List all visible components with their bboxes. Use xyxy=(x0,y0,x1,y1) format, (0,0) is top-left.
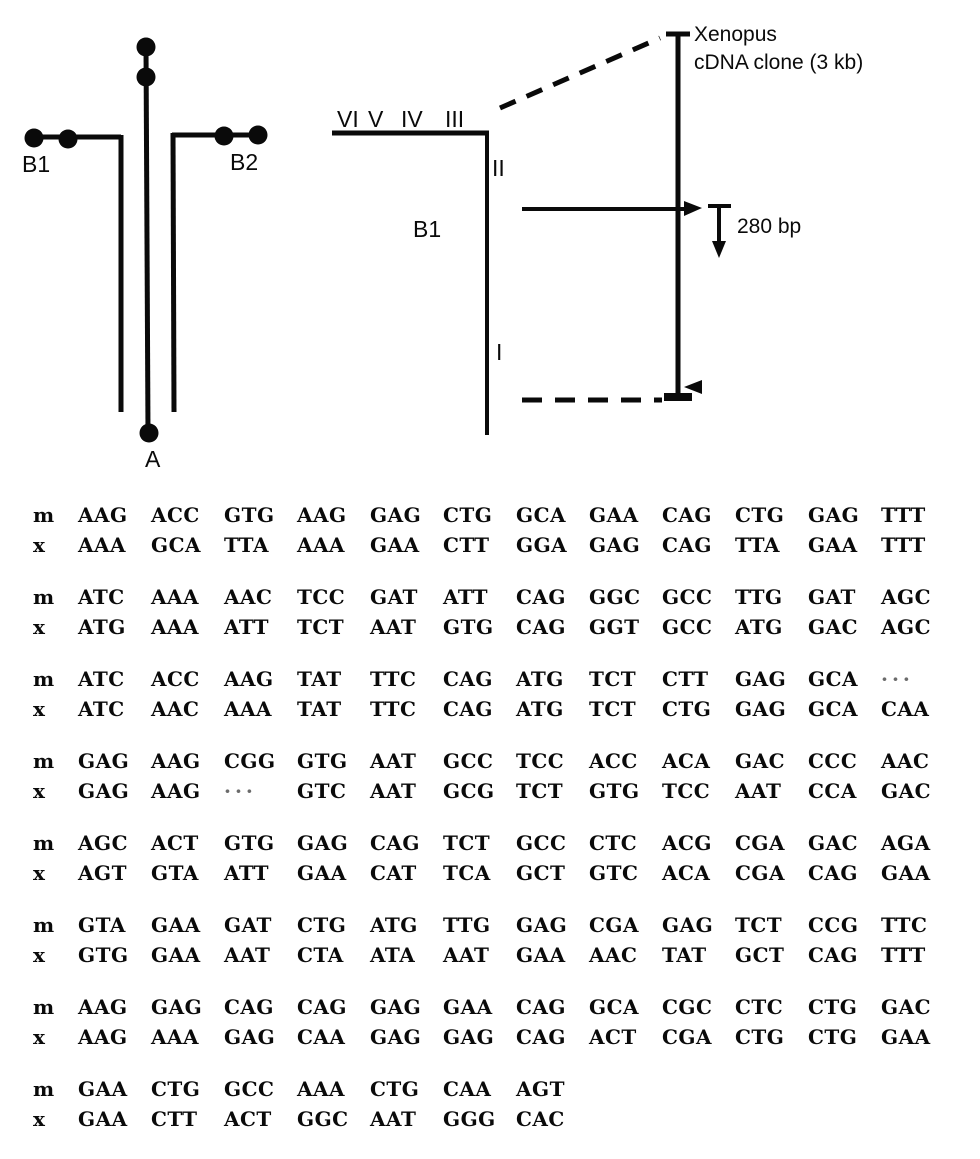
codon: CCG xyxy=(808,913,859,937)
codon: AAT xyxy=(370,615,417,639)
dashed-projection-line xyxy=(500,38,660,108)
sequence-row-m xyxy=(0,1077,980,1107)
clone-title-line1: Xenopus xyxy=(694,23,777,46)
codon: TCT xyxy=(516,779,564,803)
codon: ACC xyxy=(151,667,200,691)
codon: CAA xyxy=(297,1025,346,1049)
codon: GTA xyxy=(151,861,199,885)
sequence-row-m xyxy=(0,995,980,1025)
codon: AAC xyxy=(151,697,200,721)
region-label-ii: II xyxy=(492,155,505,181)
row-label: x xyxy=(33,779,45,803)
figure-diagrams xyxy=(0,0,980,495)
codon: CAG xyxy=(516,615,567,639)
codon: CAT xyxy=(370,861,417,885)
codon: ATA xyxy=(370,943,416,967)
codon: AAA xyxy=(297,533,346,557)
codon: TCA xyxy=(443,861,491,885)
sequence-row-x xyxy=(0,697,980,727)
codon: CCC xyxy=(808,749,858,773)
codon: GAG xyxy=(370,1025,422,1049)
codon: GAT xyxy=(224,913,272,937)
codon-block xyxy=(0,749,980,809)
codon: AAG xyxy=(78,503,128,527)
codon: GAA xyxy=(443,995,493,1019)
codon: GCC xyxy=(224,1077,275,1101)
codon: GCT xyxy=(735,943,785,967)
codon: CAG xyxy=(224,995,275,1019)
sequence-row-x xyxy=(0,1025,980,1055)
codon: ACC xyxy=(589,749,638,773)
codon: GAC xyxy=(881,995,932,1019)
codon: AAG xyxy=(224,667,274,691)
fragment-size-label: 280 bp xyxy=(737,215,802,238)
row-label: x xyxy=(33,943,45,967)
codon: GTG xyxy=(443,615,494,639)
codon: CTG xyxy=(662,697,712,721)
codon: TAT xyxy=(297,667,342,691)
codon: CAG xyxy=(297,995,348,1019)
codon: AAG xyxy=(151,779,201,803)
codon: TCT xyxy=(589,697,637,721)
codon: TTG xyxy=(443,913,491,937)
left-structure-diagram xyxy=(22,38,268,473)
codon: CAG xyxy=(516,1025,567,1049)
codon: CGG xyxy=(224,749,276,773)
codon: GAG xyxy=(297,831,349,855)
codon: GAA xyxy=(516,943,566,967)
codon: AAT xyxy=(370,749,417,773)
codon: ACT xyxy=(224,1107,272,1131)
arrowhead-down-icon xyxy=(712,241,726,258)
row-label: m xyxy=(33,831,55,855)
codon: AGT xyxy=(78,861,127,885)
codon: ACC xyxy=(151,503,200,527)
codon: AAA xyxy=(151,615,200,639)
codon: GAG xyxy=(370,995,422,1019)
node-dot xyxy=(59,130,78,149)
codon: TTT xyxy=(881,943,926,967)
codon: CAC xyxy=(516,1107,565,1131)
codon: AAT xyxy=(224,943,271,967)
sequence-row-x xyxy=(0,1107,980,1137)
codon: CAG xyxy=(443,697,494,721)
codon: AAA xyxy=(297,1077,346,1101)
row-label: x xyxy=(33,1107,45,1131)
codon: GTG xyxy=(78,943,129,967)
codon: CGA xyxy=(735,861,786,885)
codon: ATC xyxy=(78,585,125,609)
codon: GCC xyxy=(443,749,494,773)
codon: CAG xyxy=(808,861,859,885)
codon: AAT xyxy=(735,779,782,803)
codon: GTC xyxy=(589,861,639,885)
codon-block xyxy=(0,585,980,645)
codon: GAA xyxy=(881,861,931,885)
node-dot xyxy=(140,424,159,443)
codon: TAT xyxy=(297,697,342,721)
codon-block xyxy=(0,913,980,973)
region-label-vi: VI xyxy=(337,106,359,132)
codon: TCT xyxy=(297,615,345,639)
codon: GGG xyxy=(443,1107,496,1131)
row-label: m xyxy=(33,503,55,527)
codon: CAG xyxy=(516,585,567,609)
codon: GAA xyxy=(808,533,858,557)
sequence-row-m xyxy=(0,585,980,615)
sequence-row-m xyxy=(0,667,980,697)
codon: AGT xyxy=(516,1077,565,1101)
codon: AGC xyxy=(881,585,932,609)
gap-marker: ··· xyxy=(224,779,257,803)
codon: ACA xyxy=(662,749,711,773)
codon: CAG xyxy=(443,667,494,691)
clone-title-line2: cDNA clone (3 kb) xyxy=(694,51,864,74)
codon: AAC xyxy=(589,943,638,967)
codon: GAA xyxy=(589,503,639,527)
row-label: m xyxy=(33,995,55,1019)
a-label: A xyxy=(145,446,161,472)
codon: CCA xyxy=(808,779,857,803)
codon: CGC xyxy=(662,995,713,1019)
row-label: x xyxy=(33,1025,45,1049)
codon: GAG xyxy=(735,697,787,721)
codon: CAG xyxy=(808,943,859,967)
codon: CGA xyxy=(735,831,786,855)
codon: GAG xyxy=(78,749,130,773)
codon: AAG xyxy=(78,1025,128,1049)
node-dot xyxy=(137,68,156,87)
codon: GAG xyxy=(589,533,641,557)
codon: TTA xyxy=(735,533,780,557)
gap-marker: ··· xyxy=(881,667,914,691)
codon: AAT xyxy=(370,1107,417,1131)
codon: GGA xyxy=(516,533,568,557)
codon: CTC xyxy=(589,831,638,855)
codon: AAT xyxy=(443,943,490,967)
row-label: x xyxy=(33,615,45,639)
codon: ATT xyxy=(443,585,488,609)
codon: ACA xyxy=(662,861,711,885)
b1-label: B1 xyxy=(22,151,51,177)
sequence-row-m xyxy=(0,831,980,861)
codon: CTG xyxy=(808,995,858,1019)
codon: TCT xyxy=(589,667,637,691)
codon: GAA xyxy=(297,861,347,885)
codon: AAT xyxy=(370,779,417,803)
codon: CTT xyxy=(443,533,490,557)
codon: GAG xyxy=(151,995,203,1019)
row-label: x xyxy=(33,533,45,557)
codon: GTA xyxy=(78,913,126,937)
codon: GAG xyxy=(443,1025,495,1049)
codon: GAA xyxy=(881,1025,931,1049)
codon: CTG xyxy=(808,1025,858,1049)
right-mapping-diagram xyxy=(332,23,863,435)
sequence-row-x xyxy=(0,861,980,891)
codon: GAG xyxy=(516,913,568,937)
arrowhead-left-icon xyxy=(684,380,702,394)
sequence-row-m xyxy=(0,749,980,779)
codon: GAT xyxy=(370,585,418,609)
codon: GAA xyxy=(78,1107,128,1131)
codon: CAG xyxy=(370,831,421,855)
node-dot xyxy=(137,38,156,57)
codon: CAG xyxy=(516,995,567,1019)
codon: AAA xyxy=(151,1025,200,1049)
arrowhead-right-icon xyxy=(684,201,702,216)
codon: AAC xyxy=(224,585,273,609)
codon: GCA xyxy=(808,667,859,691)
codon: CAG xyxy=(662,503,713,527)
sequence-alignment xyxy=(0,503,980,1159)
codon: GAC xyxy=(808,615,859,639)
codon: GAG xyxy=(735,667,787,691)
codon: ATG xyxy=(735,615,783,639)
region-label-b1: B1 xyxy=(413,216,442,242)
codon: CTT xyxy=(151,1107,198,1131)
codon: GCG xyxy=(443,779,495,803)
codon: CAA xyxy=(881,697,930,721)
codon: ACG xyxy=(662,831,713,855)
b2-label: B2 xyxy=(230,149,259,175)
sequence-row-x xyxy=(0,779,980,809)
codon-block xyxy=(0,831,980,891)
codon: GAA xyxy=(151,943,201,967)
sequence-row-x xyxy=(0,943,980,973)
codon: TTT xyxy=(881,503,926,527)
codon-block xyxy=(0,995,980,1055)
codon: TTT xyxy=(881,533,926,557)
stem-a-line xyxy=(146,47,148,433)
codon: ATC xyxy=(78,667,125,691)
sequence-row-m xyxy=(0,503,980,533)
codon: TTG xyxy=(735,585,783,609)
codon: AGC xyxy=(881,615,932,639)
codon: GCC xyxy=(662,585,713,609)
codon: CTG xyxy=(297,913,347,937)
codon: GAG xyxy=(370,503,422,527)
codon: GCA xyxy=(808,697,859,721)
codon: CTG xyxy=(370,1077,420,1101)
row-label: x xyxy=(33,697,45,721)
codon: GGC xyxy=(589,585,641,609)
codon: TTC xyxy=(370,667,417,691)
codon: AAG xyxy=(297,503,347,527)
codon: GTG xyxy=(589,779,640,803)
row-label: m xyxy=(33,749,55,773)
codon: GAG xyxy=(808,503,860,527)
codon: TCC xyxy=(297,585,346,609)
region-label-iv: IV xyxy=(401,106,423,132)
codon: TCT xyxy=(443,831,491,855)
node-dot xyxy=(249,126,268,145)
codon: GTG xyxy=(297,749,348,773)
codon: ATT xyxy=(224,615,269,639)
codon: GCA xyxy=(589,995,640,1019)
codon: AGC xyxy=(78,831,129,855)
codon-block xyxy=(0,1077,980,1137)
codon: CTT xyxy=(662,667,709,691)
codon: CGA xyxy=(662,1025,713,1049)
sequence-row-x xyxy=(0,615,980,645)
codon: TTC xyxy=(370,697,417,721)
codon: ACT xyxy=(589,1025,637,1049)
codon: ATC xyxy=(78,697,125,721)
codon: TTA xyxy=(224,533,269,557)
codon: TCC xyxy=(662,779,711,803)
codon: GCA xyxy=(151,533,202,557)
codon: GAG xyxy=(224,1025,276,1049)
sequence-row-m xyxy=(0,913,980,943)
codon: GCC xyxy=(662,615,713,639)
codon: CGA xyxy=(589,913,640,937)
codon: ACT xyxy=(151,831,199,855)
row-label: m xyxy=(33,667,55,691)
codon: GAG xyxy=(662,913,714,937)
codon: CTG xyxy=(443,503,493,527)
codon: ATG xyxy=(78,615,126,639)
region-label-iii: III xyxy=(445,106,465,132)
codon: ATG xyxy=(516,697,564,721)
codon: ATG xyxy=(370,913,418,937)
sequence-row-x xyxy=(0,533,980,563)
codon: GTC xyxy=(297,779,347,803)
codon-block xyxy=(0,503,980,563)
codon: GCA xyxy=(516,503,567,527)
codon: CTG xyxy=(735,503,785,527)
region-label-i: I xyxy=(496,339,503,365)
codon: CAA xyxy=(443,1077,492,1101)
codon: GCT xyxy=(516,861,566,885)
codon: TTC xyxy=(881,913,928,937)
codon: GAA xyxy=(151,913,201,937)
codon: GCC xyxy=(516,831,567,855)
codon: GTG xyxy=(224,503,275,527)
region-label-v: V xyxy=(368,106,384,132)
codon: AAG xyxy=(78,995,128,1019)
codon: GGC xyxy=(297,1107,349,1131)
node-dot xyxy=(25,129,44,148)
codon: CTG xyxy=(735,1025,785,1049)
codon: TCC xyxy=(516,749,565,773)
codon: AAA xyxy=(78,533,127,557)
codon: AAA xyxy=(151,585,200,609)
codon: GAT xyxy=(808,585,856,609)
codon: CAG xyxy=(662,533,713,557)
codon: ATG xyxy=(516,667,564,691)
codon: AAA xyxy=(224,697,273,721)
codon: CTA xyxy=(297,943,344,967)
b2-vertical-line xyxy=(173,133,174,412)
codon: GTG xyxy=(224,831,275,855)
row-label: m xyxy=(33,1077,55,1101)
codon: TCT xyxy=(735,913,783,937)
codon: TAT xyxy=(662,943,707,967)
codon: GAC xyxy=(808,831,859,855)
codon: GAA xyxy=(78,1077,128,1101)
row-label: m xyxy=(33,913,55,937)
codon: CTC xyxy=(735,995,784,1019)
codon: ATT xyxy=(224,861,269,885)
node-dot xyxy=(215,127,234,146)
codon: GGT xyxy=(589,615,640,639)
codon: GAA xyxy=(370,533,420,557)
codon: GAC xyxy=(881,779,932,803)
codon: AAC xyxy=(881,749,930,773)
codon: GAG xyxy=(78,779,130,803)
codon: AAG xyxy=(151,749,201,773)
codon: GAC xyxy=(735,749,786,773)
codon: CTG xyxy=(151,1077,201,1101)
codon-block xyxy=(0,667,980,727)
codon: AGA xyxy=(881,831,931,855)
row-label: x xyxy=(33,861,45,885)
row-label: m xyxy=(33,585,55,609)
